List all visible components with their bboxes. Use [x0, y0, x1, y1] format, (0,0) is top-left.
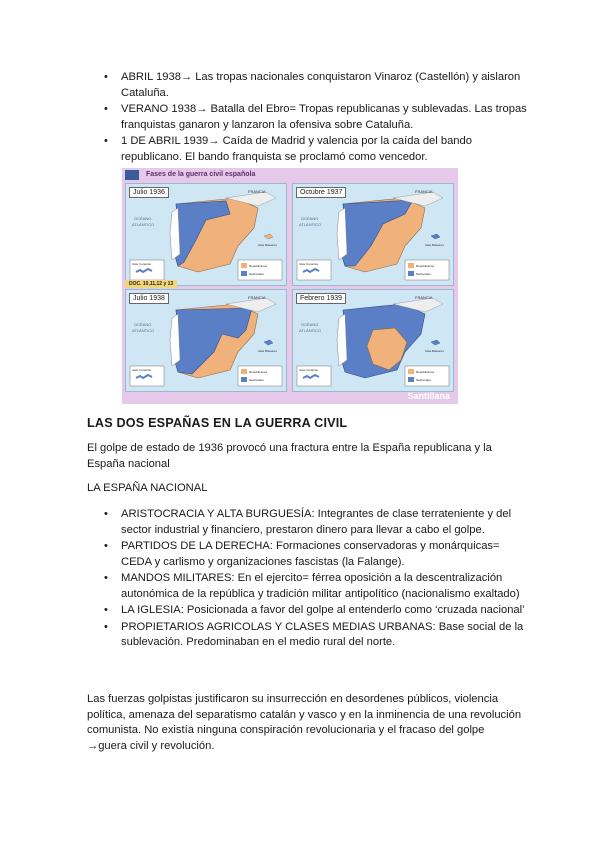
legend-republicanos: Republicanos	[416, 264, 435, 268]
section-title: LAS DOS ESPAÑAS EN LA GUERRA CIVIL	[87, 416, 348, 430]
label-francia: FRANCIA	[415, 189, 433, 194]
label-oceano: OCÉANO	[134, 322, 152, 327]
civil-war-phases-figure	[122, 168, 458, 404]
legend-swatch-nacionales	[241, 377, 247, 382]
list-item: • LA IGLESIA: Posicionada a favor del golpe al entenderlo como ‘cruzada nacional’	[87, 603, 527, 619]
publisher-logo-icon	[125, 170, 139, 180]
legend-swatch-nacionales	[241, 271, 247, 276]
legend-swatch-nacionales	[408, 377, 414, 382]
map-date-label: Julio 1938	[129, 293, 169, 304]
label-atlantico: ATLÁNTICO	[132, 328, 155, 333]
legend-swatch-nacionales	[408, 271, 414, 276]
spain-map-drawing	[126, 290, 286, 391]
nacional-list	[87, 507, 527, 652]
label-oceano: OCÉANO	[301, 216, 319, 221]
label-francia: FRANCIA	[248, 189, 266, 194]
label-atlantico: ATLÁNTICO	[299, 328, 322, 333]
label-canarias: Islas Canarias	[299, 368, 319, 372]
label-canarias: Islas Canarias	[299, 262, 319, 266]
list-item: • VERANO 1938→ Batalla del Ebro= Tropas republicanas y sublevadas. Las tropas franquistas ganaron y lanzaron la ofensiva sobre Cataluña.	[87, 102, 527, 133]
list-item: • ABRIL 1938→ Las tropas nacionales conquistaron Vinaroz (Castellón) y aislaron Cataluña.	[87, 70, 527, 101]
legend-nacionales: Nacionales	[249, 378, 264, 382]
map-febrero-1939	[292, 289, 454, 392]
map-date-label: Octubre 1937	[296, 187, 346, 198]
list-item: • ARISTOCRACIA Y ALTA BURGUESÍA: Integrantes de clase terrateniente y del sector industrial y financiero, prestaron dinero para llevar a cabo el golpe.	[87, 507, 527, 538]
label-atlantico: ATLÁNTICO	[299, 222, 322, 227]
doc-label: DOC. 10,11,12 y 13	[125, 280, 177, 288]
spain-map-drawing	[293, 184, 453, 285]
map-octubre-1937	[292, 183, 454, 286]
publisher-name: Santillana	[407, 391, 450, 401]
label-canarias: Islas Canarias	[132, 368, 152, 372]
label-francia: FRANCIA	[415, 295, 433, 300]
label-oceano: OCÉANO	[301, 322, 319, 327]
map-julio-1938	[125, 289, 287, 392]
label-francia: FRANCIA	[248, 295, 266, 300]
closing-paragraph: Las fuerzas golpistas justificaron su insurrección en desordenes públicos, violencia política, amenaza del separatismo catalán y vasco y en la inminencia de una revolución comunista. No existía ninguna conspiración revolucionaria y el fracaso del golpe →guera civil y revolución.	[87, 693, 522, 752]
label-baleares: Islas Baleares	[258, 243, 277, 247]
list-item: • PROPIETARIOS AGRICOLAS Y CLASES MEDIAS URBANAS: Base social de la sublevación. Predominaban en el medio rural del norte.	[87, 620, 527, 651]
map-julio-1936	[125, 183, 287, 286]
legend-republicanos: Republicanos	[249, 264, 268, 268]
legend-nacionales: Nacionales	[416, 272, 431, 276]
intro-paragraph: El golpe de estado de 1936 provocó una fractura entre la España republicana y la España nacional	[87, 442, 492, 470]
list-item: • PARTIDOS DE LA DERECHA: Formaciones conservadoras y monárquicas= CEDA y carlismo y organizaciones fascistas (la Falange).	[87, 539, 527, 570]
timeline-list	[87, 70, 527, 166]
label-baleares: Islas Baleares	[425, 243, 444, 247]
figure-title: Fases de la guerra civil española	[146, 171, 256, 178]
legend-swatch-republicanos	[241, 369, 247, 374]
label-baleares: Islas Baleares	[425, 349, 444, 353]
subheading: LA ESPAÑA NACIONAL	[87, 482, 208, 494]
legend-swatch-republicanos	[241, 263, 247, 268]
label-canarias: Islas Canarias	[132, 262, 152, 266]
label-atlantico: ATLÁNTICO	[132, 222, 155, 227]
legend-swatch-republicanos	[408, 263, 414, 268]
list-item: • 1 DE ABRIL 1939→ Caída de Madrid y valencia por la caída del bando republicano. El bando franquista se proclamó como vencedor.	[87, 134, 527, 165]
legend-nacionales: Nacionales	[416, 378, 431, 382]
legend-swatch-republicanos	[408, 369, 414, 374]
label-baleares: Islas Baleares	[258, 349, 277, 353]
spain-map-drawing	[293, 290, 453, 391]
spain-map-drawing	[126, 184, 286, 285]
legend-republicanos: Republicanos	[416, 370, 435, 374]
map-date-label: Febrero 1939	[296, 293, 346, 304]
map-date-label: Julio 1936	[129, 187, 169, 198]
list-item: • MANDOS MILITARES: En el ejercito= férrea oposición a la descentralización autonómica de la república y tradición militar antipolítico (nacionalismo exaltado)	[87, 571, 527, 602]
legend-republicanos: Republicanos	[249, 370, 268, 374]
label-oceano: OCÉANO	[134, 216, 152, 221]
legend-nacionales: Nacionales	[249, 272, 264, 276]
